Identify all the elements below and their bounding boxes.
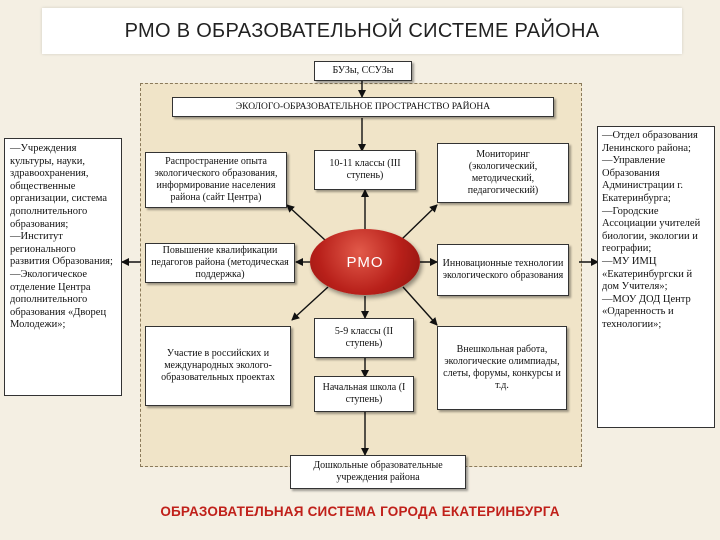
box-spread-experience: Распространение опыта экологического образования, информирование населения района (сайт Центра) [145,152,287,208]
box-extracurricular: Внешкольная работа, экологические олимпиады, слеты, форумы, конкурсы и т.д. [437,326,567,410]
box-preschool: Дошкольные образовательные учреждения района [290,455,466,489]
footer-caption: ОБРАЗОВАТЕЛЬНАЯ СИСТЕМА ГОРОДА ЕКАТЕРИНБУРГА [160,504,560,519]
box-qualification: Повышение квалификации педагогов района (методическая поддержка) [145,243,295,283]
arrow-center-to-monitoring [402,205,437,239]
box-grades-5-9: 5-9 классы (II ступень) [314,318,414,358]
box-primary-school: Начальная школа (I ступень) [314,376,414,412]
box-universities-colleges: БУЗы, ССУЗы [314,61,412,81]
page-title: РМО В ОБРАЗОВАТЕЛЬНОЙ СИСТЕМЕ РАЙОНА [124,19,600,42]
arrow-center-to-spread [287,205,325,240]
box-innovation: Инновационные технологии экологического образования [437,244,569,296]
box-eco-educational-space: ЭКОЛОГО-ОБРАЗОВАТЕЛЬНОЕ ПРОСТРАНСТВО РАЙОНА [172,97,554,117]
left-partners-panel: —Учреждения культуры, науки, здравоохранения, общественные организации, система дополнительного образования; —Институт регионального развития Образования; —Экологическое отделение Центра дополнительного образования «Дворец Молодежи»; [4,138,122,396]
box-grades-10-11: 10-11 классы (III ступень) [314,150,416,190]
box-monitoring: Мониторинг (экологический, методический, педагогический) [437,143,569,203]
rmo-center-ellipse: РМО [310,229,420,295]
box-participation: Участие в российских и международных эколого-образовательных проектах [145,326,291,406]
right-partners-panel: —Отдел образования Ленинского района; —Управление Образования Администрации г. Екатеринбурга; —Городские Ассоциации учителей биологии, экологии и географии; —МУ ИМЦ «Екатеринбургски й дом Учителя»; —МОУ ДОД Центр «Одаренность и технологии»; [597,126,715,428]
arrow-center-to-participation [292,287,328,320]
